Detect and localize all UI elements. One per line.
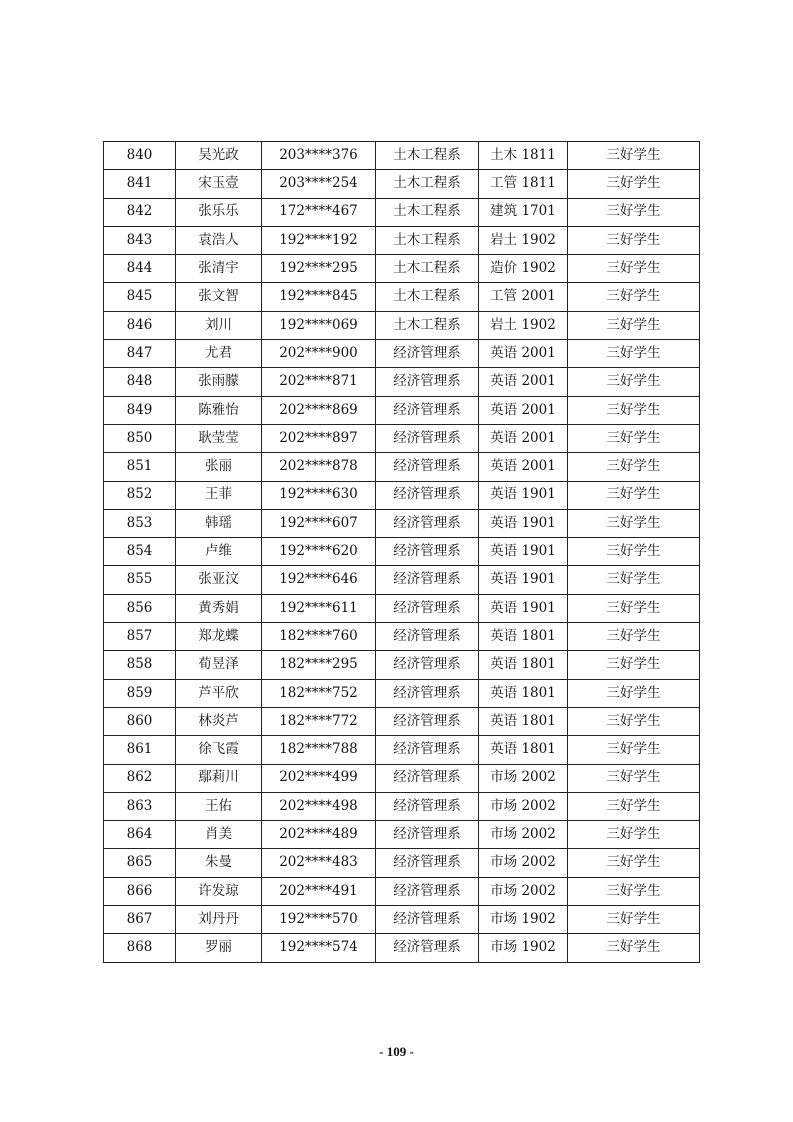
table-row xyxy=(104,340,700,368)
table-row xyxy=(104,849,700,877)
honor-title-cell: 三好学生 xyxy=(568,368,700,396)
student-id-cell: 192****607 xyxy=(262,509,376,537)
student-id-cell: 192****069 xyxy=(262,311,376,339)
student-name-cell: 黄秀娟 xyxy=(176,594,262,622)
student-id-cell: 202****900 xyxy=(262,340,376,368)
row-number-cell: 868 xyxy=(104,934,176,962)
table-row xyxy=(104,283,700,311)
honor-title-cell: 三好学生 xyxy=(568,170,700,198)
table-row xyxy=(104,368,700,396)
table-row xyxy=(104,453,700,481)
honor-title-cell: 三好学生 xyxy=(568,877,700,905)
honor-title-cell: 三好学生 xyxy=(568,651,700,679)
class-cell: 市场 1902 xyxy=(479,906,568,934)
class-cell: 市场 2002 xyxy=(479,764,568,792)
student-name-cell: 宋玉壹 xyxy=(176,170,262,198)
honor-title-cell: 三好学生 xyxy=(568,424,700,452)
page-number: - 109 - xyxy=(379,1044,414,1059)
student-id-cell: 192****630 xyxy=(262,481,376,509)
student-id-cell: 202****871 xyxy=(262,368,376,396)
student-id-cell: 202****869 xyxy=(262,396,376,424)
department-cell: 经济管理系 xyxy=(376,651,479,679)
department-cell: 经济管理系 xyxy=(376,623,479,651)
student-name-cell: 王佑 xyxy=(176,792,262,820)
row-number-cell: 858 xyxy=(104,651,176,679)
class-cell: 岩土 1902 xyxy=(479,311,568,339)
table-row xyxy=(104,651,700,679)
department-cell: 经济管理系 xyxy=(376,481,479,509)
table-row xyxy=(104,170,700,198)
student-name-cell: 罗丽 xyxy=(176,934,262,962)
student-id-cell: 192****646 xyxy=(262,566,376,594)
table-row xyxy=(104,142,700,170)
department-cell: 经济管理系 xyxy=(376,679,479,707)
student-id-cell: 192****845 xyxy=(262,283,376,311)
honor-title-cell: 三好学生 xyxy=(568,538,700,566)
class-cell: 工管 1811 xyxy=(479,170,568,198)
table-row xyxy=(104,623,700,651)
table-row xyxy=(104,311,700,339)
row-number-cell: 866 xyxy=(104,877,176,905)
honor-title-cell: 三好学生 xyxy=(568,311,700,339)
row-number-cell: 855 xyxy=(104,566,176,594)
student-id-cell: 202****489 xyxy=(262,821,376,849)
row-number-cell: 843 xyxy=(104,226,176,254)
department-cell: 经济管理系 xyxy=(376,340,479,368)
department-cell: 经济管理系 xyxy=(376,453,479,481)
department-cell: 经济管理系 xyxy=(376,877,479,905)
honor-title-cell: 三好学生 xyxy=(568,142,700,170)
table-row xyxy=(104,198,700,226)
row-number-cell: 854 xyxy=(104,538,176,566)
honor-title-cell: 三好学生 xyxy=(568,934,700,962)
table-row xyxy=(104,255,700,283)
table-row xyxy=(104,566,700,594)
table-row xyxy=(104,509,700,537)
row-number-cell: 856 xyxy=(104,594,176,622)
department-cell: 土木工程系 xyxy=(376,255,479,283)
class-cell: 英语 1801 xyxy=(479,736,568,764)
student-name-cell: 王菲 xyxy=(176,481,262,509)
class-cell: 英语 1901 xyxy=(479,538,568,566)
department-cell: 土木工程系 xyxy=(376,198,479,226)
class-cell: 岩土 1902 xyxy=(479,226,568,254)
student-id-cell: 203****254 xyxy=(262,170,376,198)
department-cell: 经济管理系 xyxy=(376,736,479,764)
table-row xyxy=(104,906,700,934)
row-number-cell: 841 xyxy=(104,170,176,198)
student-id-cell: 182****788 xyxy=(262,736,376,764)
table-row xyxy=(104,481,700,509)
student-id-cell: 203****376 xyxy=(262,142,376,170)
class-cell: 英语 1801 xyxy=(479,707,568,735)
student-id-cell: 182****772 xyxy=(262,707,376,735)
student-id-cell: 202****491 xyxy=(262,877,376,905)
department-cell: 经济管理系 xyxy=(376,538,479,566)
class-cell: 英语 2001 xyxy=(479,424,568,452)
row-number-cell: 853 xyxy=(104,509,176,537)
row-number-cell: 840 xyxy=(104,142,176,170)
department-cell: 经济管理系 xyxy=(376,792,479,820)
student-name-cell: 张亚汶 xyxy=(176,566,262,594)
honor-title-cell: 三好学生 xyxy=(568,255,700,283)
row-number-cell: 865 xyxy=(104,849,176,877)
student-name-cell: 袁浩人 xyxy=(176,226,262,254)
honor-title-cell: 三好学生 xyxy=(568,509,700,537)
honor-title-cell: 三好学生 xyxy=(568,849,700,877)
class-cell: 市场 2002 xyxy=(479,849,568,877)
department-cell: 经济管理系 xyxy=(376,821,479,849)
student-name-cell: 肖美 xyxy=(176,821,262,849)
student-id-cell: 202****498 xyxy=(262,792,376,820)
student-name-cell: 韩瑶 xyxy=(176,509,262,537)
student-id-cell: 202****878 xyxy=(262,453,376,481)
row-number-cell: 864 xyxy=(104,821,176,849)
student-name-cell: 刘丹丹 xyxy=(176,906,262,934)
department-cell: 土木工程系 xyxy=(376,142,479,170)
row-number-cell: 861 xyxy=(104,736,176,764)
class-cell: 英语 2001 xyxy=(479,453,568,481)
row-number-cell: 860 xyxy=(104,707,176,735)
class-cell: 市场 2002 xyxy=(479,792,568,820)
class-cell: 英语 1901 xyxy=(479,509,568,537)
student-name-cell: 张雨朦 xyxy=(176,368,262,396)
table-row xyxy=(104,226,700,254)
department-cell: 经济管理系 xyxy=(376,368,479,396)
department-cell: 土木工程系 xyxy=(376,226,479,254)
class-cell: 土木 1811 xyxy=(479,142,568,170)
student-name-cell: 刘川 xyxy=(176,311,262,339)
department-cell: 经济管理系 xyxy=(376,424,479,452)
student-id-cell: 192****295 xyxy=(262,255,376,283)
class-cell: 工管 2001 xyxy=(479,283,568,311)
table-row xyxy=(104,934,700,962)
student-name-cell: 张乐乐 xyxy=(176,198,262,226)
honor-title-cell: 三好学生 xyxy=(568,226,700,254)
department-cell: 经济管理系 xyxy=(376,906,479,934)
student-name-cell: 朱曼 xyxy=(176,849,262,877)
class-cell: 市场 1902 xyxy=(479,934,568,962)
department-cell: 土木工程系 xyxy=(376,170,479,198)
honor-title-cell: 三好学生 xyxy=(568,736,700,764)
table-row xyxy=(104,594,700,622)
department-cell: 经济管理系 xyxy=(376,764,479,792)
table-row xyxy=(104,707,700,735)
student-name-cell: 张丽 xyxy=(176,453,262,481)
table-row xyxy=(104,538,700,566)
department-cell: 经济管理系 xyxy=(376,849,479,877)
student-id-cell: 182****752 xyxy=(262,679,376,707)
student-name-cell: 芦平欣 xyxy=(176,679,262,707)
class-cell: 市场 2002 xyxy=(479,877,568,905)
department-cell: 土木工程系 xyxy=(376,311,479,339)
student-id-cell: 192****611 xyxy=(262,594,376,622)
row-number-cell: 848 xyxy=(104,368,176,396)
row-number-cell: 842 xyxy=(104,198,176,226)
table-row xyxy=(104,396,700,424)
student-id-cell: 192****574 xyxy=(262,934,376,962)
table-row xyxy=(104,736,700,764)
department-cell: 经济管理系 xyxy=(376,566,479,594)
student-name-cell: 卢维 xyxy=(176,538,262,566)
class-cell: 英语 2001 xyxy=(479,368,568,396)
table-row xyxy=(104,821,700,849)
row-number-cell: 852 xyxy=(104,481,176,509)
department-cell: 经济管理系 xyxy=(376,594,479,622)
honor-title-cell: 三好学生 xyxy=(568,198,700,226)
class-cell: 造价 1902 xyxy=(479,255,568,283)
row-number-cell: 844 xyxy=(104,255,176,283)
honor-title-cell: 三好学生 xyxy=(568,707,700,735)
table-body xyxy=(104,142,700,963)
class-cell: 英语 1801 xyxy=(479,651,568,679)
student-name-cell: 陈雅怡 xyxy=(176,396,262,424)
row-number-cell: 859 xyxy=(104,679,176,707)
student-id-cell: 172****467 xyxy=(262,198,376,226)
honor-title-cell: 三好学生 xyxy=(568,764,700,792)
row-number-cell: 867 xyxy=(104,906,176,934)
table-row xyxy=(104,764,700,792)
student-id-cell: 202****897 xyxy=(262,424,376,452)
honor-title-cell: 三好学生 xyxy=(568,594,700,622)
row-number-cell: 857 xyxy=(104,623,176,651)
honor-title-cell: 三好学生 xyxy=(568,566,700,594)
honor-title-cell: 三好学生 xyxy=(568,396,700,424)
row-number-cell: 846 xyxy=(104,311,176,339)
student-name-cell: 耿莹莹 xyxy=(176,424,262,452)
student-name-cell: 吴光政 xyxy=(176,142,262,170)
row-number-cell: 847 xyxy=(104,340,176,368)
table-row xyxy=(104,424,700,452)
honor-title-cell: 三好学生 xyxy=(568,623,700,651)
table-row xyxy=(104,877,700,905)
student-id-cell: 192****570 xyxy=(262,906,376,934)
student-name-cell: 张文智 xyxy=(176,283,262,311)
honor-title-cell: 三好学生 xyxy=(568,283,700,311)
row-number-cell: 851 xyxy=(104,453,176,481)
student-id-cell: 192****192 xyxy=(262,226,376,254)
honor-title-cell: 三好学生 xyxy=(568,906,700,934)
class-cell: 英语 1801 xyxy=(479,623,568,651)
department-cell: 经济管理系 xyxy=(376,396,479,424)
row-number-cell: 845 xyxy=(104,283,176,311)
honor-title-cell: 三好学生 xyxy=(568,481,700,509)
department-cell: 经济管理系 xyxy=(376,707,479,735)
student-name-cell: 鄢莉川 xyxy=(176,764,262,792)
student-id-cell: 182****760 xyxy=(262,623,376,651)
class-cell: 英语 1801 xyxy=(479,679,568,707)
table-row xyxy=(104,792,700,820)
honor-title-cell: 三好学生 xyxy=(568,679,700,707)
class-cell: 英语 1901 xyxy=(479,566,568,594)
row-number-cell: 849 xyxy=(104,396,176,424)
table-row xyxy=(104,679,700,707)
honor-title-cell: 三好学生 xyxy=(568,821,700,849)
class-cell: 市场 2002 xyxy=(479,821,568,849)
student-name-cell: 荀昱泽 xyxy=(176,651,262,679)
student-id-cell: 182****295 xyxy=(262,651,376,679)
honor-title-cell: 三好学生 xyxy=(568,340,700,368)
student-name-cell: 林炎芦 xyxy=(176,707,262,735)
department-cell: 经济管理系 xyxy=(376,509,479,537)
class-cell: 英语 2001 xyxy=(479,340,568,368)
student-name-cell: 徐飞霞 xyxy=(176,736,262,764)
student-name-cell: 尤君 xyxy=(176,340,262,368)
department-cell: 土木工程系 xyxy=(376,283,479,311)
row-number-cell: 863 xyxy=(104,792,176,820)
student-name-cell: 许发琼 xyxy=(176,877,262,905)
row-number-cell: 850 xyxy=(104,424,176,452)
class-cell: 英语 1901 xyxy=(479,481,568,509)
student-id-cell: 202****483 xyxy=(262,849,376,877)
honor-title-cell: 三好学生 xyxy=(568,792,700,820)
student-name-cell: 张清宇 xyxy=(176,255,262,283)
class-cell: 建筑 1701 xyxy=(479,198,568,226)
class-cell: 英语 2001 xyxy=(479,396,568,424)
honor-title-cell: 三好学生 xyxy=(568,453,700,481)
class-cell: 英语 1901 xyxy=(479,594,568,622)
student-name-cell: 郑龙蝶 xyxy=(176,623,262,651)
award-list-table xyxy=(103,141,700,963)
row-number-cell: 862 xyxy=(104,764,176,792)
student-id-cell: 202****499 xyxy=(262,764,376,792)
student-id-cell: 192****620 xyxy=(262,538,376,566)
department-cell: 经济管理系 xyxy=(376,934,479,962)
